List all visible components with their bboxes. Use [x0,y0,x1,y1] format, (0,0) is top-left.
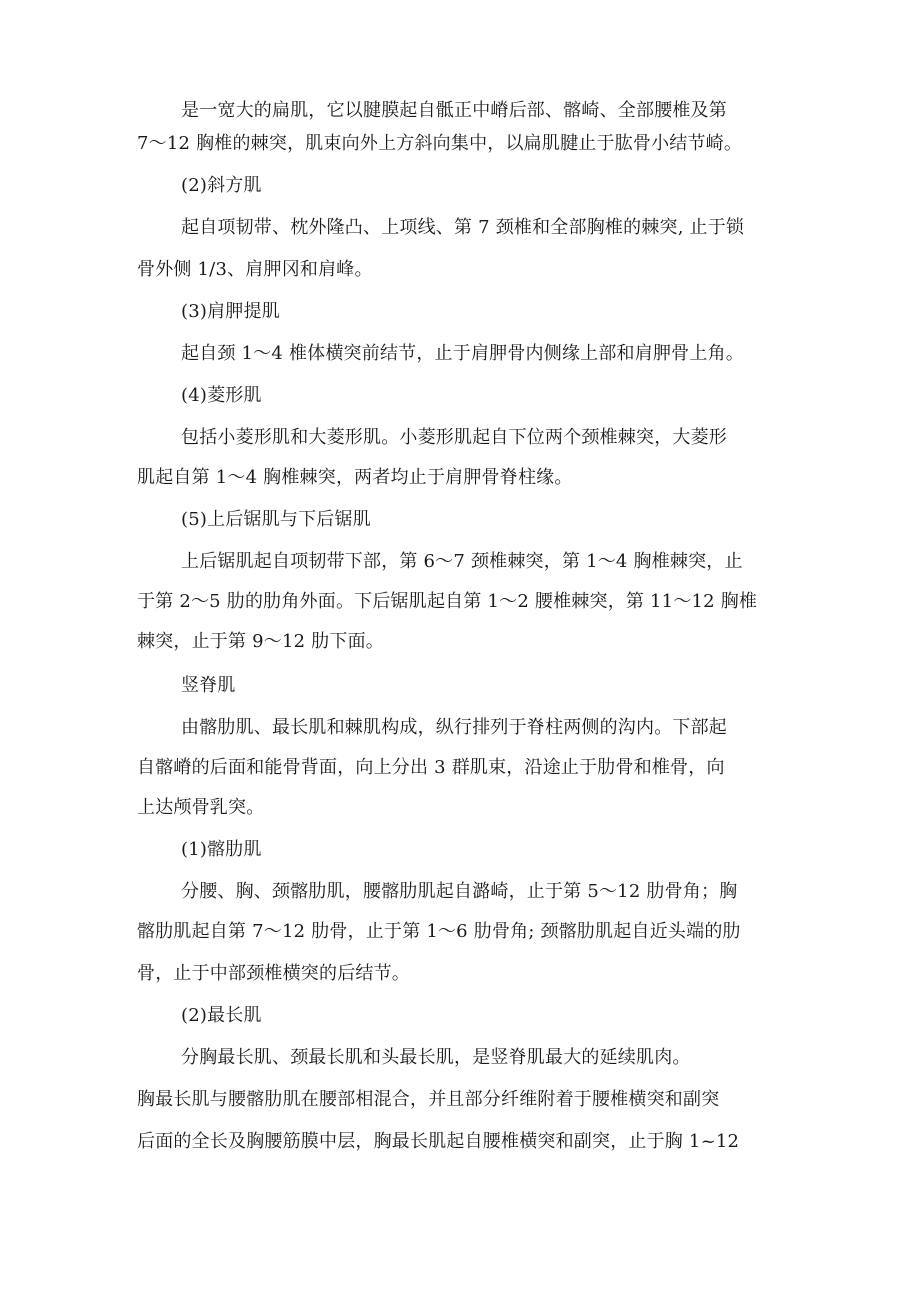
section-heading: (4)菱形肌 [181,385,262,406]
text-line: 骨外侧 1/3、肩胛冈和肩峰。 [137,259,373,280]
text-line: 棘突，止于第 9～12 肋下面。 [137,631,384,652]
section-heading: (2)最长肌 [181,1005,262,1026]
text-line: 上达颅骨乳突。 [137,797,265,818]
text-line: 由髂肋肌、最长肌和棘肌构成，纵行排列于脊柱两侧的沟内。下部起 [181,717,727,738]
text-line: 分胸最长肌、颈最长肌和头最长肌，是竖脊肌最大的延续肌肉。 [181,1047,691,1068]
text-line: 胸最长肌与腰髂肋肌在腰部相混合，并且部分纤维附着于腰椎横突和副突 [137,1089,720,1110]
section-heading: (5)上后锯肌与下后锯肌 [181,509,371,530]
text-line: 肌起自第 1～4 胸椎棘突，两者均止于肩胛骨脊柱缘。 [137,467,573,488]
text-line: 后面的全长及胸腰筋膜中层，胸最长肌起自腰椎横突和副突，止于胸 1~12 [137,1131,740,1152]
text-line: 自髂嵴的后面和能骨背面，向上分出 3 群肌束，沿途止于肋骨和椎骨，向 [137,757,725,778]
text-line: 7～12 胸椎的棘突，肌束向外上方斜向集中，以扁肌腱止于肱骨小结节崎。 [137,133,743,154]
section-heading: (2)斜方肌 [181,175,262,196]
section-heading: (3)肩胛提肌 [181,301,280,322]
text-line: 髂肋肌起自第 7～12 肋骨，止于第 1～6 肋骨角; 颈髂肋肌起自近头端的肋 [137,921,741,942]
text-line: 上后锯肌起自项韧带下部，第 6～7 颈椎棘突，第 1～4 胸椎棘突，止 [181,551,743,572]
section-heading: 竖脊肌 [181,675,236,696]
section-heading: (1)髂肋肌 [181,839,262,860]
text-line: 分腰、胸、颈髂肋肌，腰髂肋肌起自潞崎，止于第 5～12 肋骨角；胸 [181,881,738,902]
text-line: 于第 2～5 肋的肋角外面。下后锯肌起自第 1～2 腰椎棘突，第 11～12 胸椎 [137,591,758,612]
text-line: 包括小菱形肌和大菱形肌。小菱形肌起自下位两个颈椎棘突，大菱形 [181,427,727,448]
text-line: 起自项韧带、枕外隆凸、上项线、第 7 颈椎和全部胸椎的棘突, 止于锁 [181,217,745,238]
text-line: 骨，止于中部颈椎横突的后结节。 [137,963,410,984]
text-line: 起自颈 1～4 椎体横突前结节，止于肩胛骨内侧缘上部和肩胛骨上角。 [181,343,744,364]
text-line: 是一宽大的扁肌，它以腱膜起自骶正中嵴后部、髂崎、全部腰椎及第 [181,100,727,121]
